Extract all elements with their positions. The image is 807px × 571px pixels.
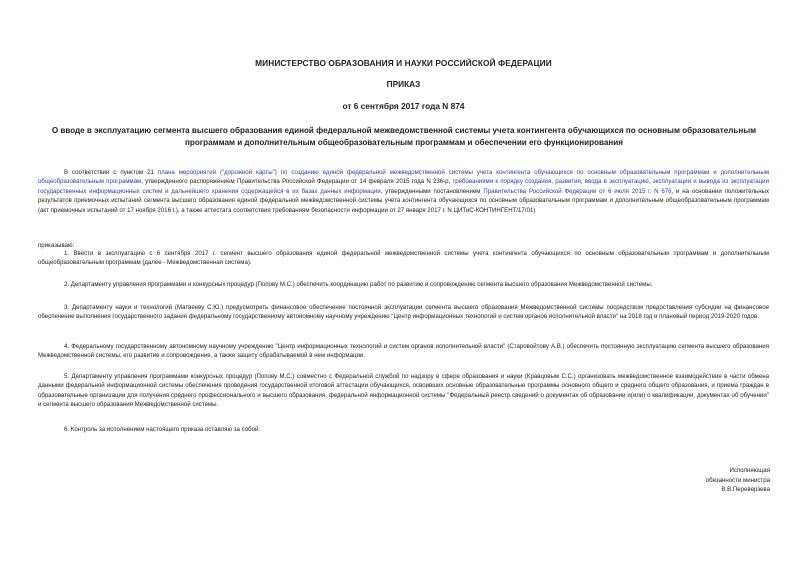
signatory-name: В.В.Переверзева — [721, 486, 770, 494]
document-date-number: от 6 сентября 2017 года N 874 — [342, 101, 465, 111]
requirements-link[interactable]: требованиями к порядку создания, развития, ввода в эксплуатацию, эксплуатации и вывода из эксплуатации государственных информационных систем и дальнейшего хранения содержащейся в их базах данных информации — [38, 178, 769, 195]
ministry-name: МИНИСТЕРСТВО ОБРАЗОВАНИЯ И НАУКИ РОССИЙСКОЙ ФЕДЕРАЦИИ — [255, 58, 552, 68]
order-item-5: 5. Департаменту управления программами конкурсных процедур (Попову М.С.) совместно с Федеральной службой по надзору в сфере образования и науки (Кравцовым С.С.) организовать межведомственное взаимодействие в части обмена данными федеральной информационной системы обеспечения проведения государственной итоговой аттестации обучающихся, освоивших основные образовательные программы основного общего и среднего общего образования, и приема граждан в образовательные организации для получения среднего профессионального и высшего образования, федеральной информационной системы "Федеральный реестр сведений о документах об образовании и(или) о квалификации, документах об обучении" и сегмента высшего образования Межведомственной системы. — [38, 373, 769, 409]
preamble-text-1: В соответствии с пунктом 21 — [64, 169, 158, 176]
signature-block — [690, 466, 770, 495]
document-type: ПРИКАЗ — [386, 79, 421, 89]
preamble-text-3: , утвержденными постановлением — [380, 187, 484, 195]
order-item-3: 3. Департаменту науки и технологий (Матвееву С.Ю.) предусмотреть финансовое обеспечение постоянной эксплуатации сегмента высшего образования Межведомственной системы посредством предоставления субсидии на финансовое обеспечение выполнения государственного задания федеральному государственному автономному научному учреждению "Центр информационных технологий и систем органов исполнительной власти" на 2018 год и плановый период 2019-2020 годов. — [38, 304, 769, 321]
document-subject: О вводе в эксплуатацию сегмента высшего образования единой федеральной межведомственной системы учета контингента обучающихся по основным образовательным программам и дополнительным общеобразовательным программам и обеспечении его функционирования — [51, 126, 757, 147]
signature-line-1: Исполняющая — [729, 467, 770, 474]
order-item-6: 6. Контроль за исполнением настоящего приказа оставляю за собой. — [64, 426, 261, 433]
preamble-text-2: , утвержденного распоряжением Правительства Российской Федерации от 14 февраля 2015 года N 236-р, — [141, 178, 453, 186]
preamble-text-4: , и на основании положительных результатов приемочных испытаний сегмента высшего образования единой федеральной межведомственной системы учета контингента обучающихся по основным образовательным программам и дополнительным общеобразовательным программам (акт приемочных испытаний от 17 ноября 2016 г.), а также аттестата соответствия требованиям безопасности информации от 27 января 2017 г. N ЦИТиС-КОНТИНГЕНТ/17/01) — [38, 187, 769, 214]
order-item-4: 4. Федеральному государственному автономному научному учреждению "Центр информационных технологий и систем органов исполнительной власти" (Старовойтову А.В.) обеспечить постоянную эксплуатацию сегмента высшего образования Межведомственной системы, его развитие и сопровождение, а также защиту обрабатываемой в нем информации. — [38, 343, 769, 360]
signature-line-2: обязанности министра — [705, 476, 770, 484]
preamble-paragraph — [38, 168, 769, 215]
government-resolution-link[interactable]: Правительства Российской Федерации от 6 июля 2015 г. N 676 — [483, 187, 672, 195]
order-item-2: 2. Департаменту управления программами и конкурсных процедур (Попову М.С.) обеспечить координацию работ по развитию и сопровождению сегмента высшего образования Межведомственной системы. — [64, 281, 653, 288]
order-item-1: 1. Ввести в эксплуатацию с 6 сентября 2017 г. сегмент высшего образования единой федеральной межведомственной системы учета контингента обучающихся по основным образовательным программам и дополнительным общеобразовательным программам (далее - Межведомственная система). — [38, 250, 769, 267]
order-word: приказываю: — [38, 242, 75, 249]
roadmap-link[interactable]: плана мероприятий ("дорожной карты") по созданию единой федеральной межведомственной системы учета контингента обучающихся по основным образовательным программам и дополнительным общеобразовательным программам — [38, 169, 769, 186]
